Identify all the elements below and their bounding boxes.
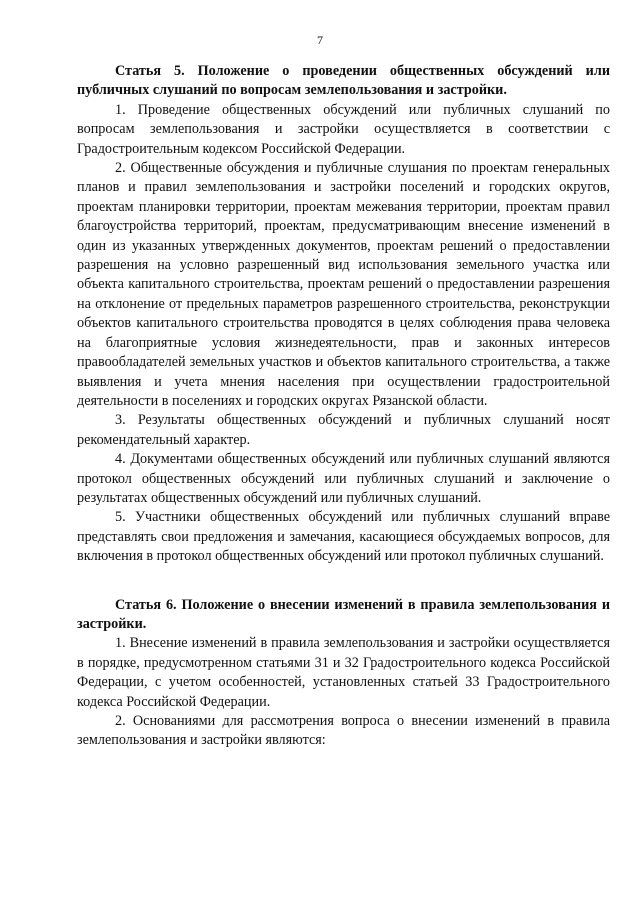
article-5-paragraph-5: 5. Участники общественных обсуждений или публичных слушаний вправе представлять свои предложения и замечания, касающиеся обсуждаемых вопросов, для включения в протокол общественных обсуждений или протокол публичных слушаний. — [77, 509, 610, 565]
article-5-title: Статья 5. Положение о проведении общественных обсуждений или публичных слушаний по вопросам землепользования и застройки. — [77, 63, 610, 99]
article-6-paragraph-2: 2. Основаниями для рассмотрения вопроса о внесении изменений в правила землепользования и застройки являются: — [77, 713, 610, 749]
section-gap — [77, 567, 610, 596]
page-number: 7 — [317, 33, 323, 47]
article-5-paragraph-1: 1. Проведение общественных обсуждений или публичных слушаний по вопросам землепользования и застройки осуществляется в соответствии с Градостроительным кодексом Российской Федерации. — [77, 101, 610, 157]
article-5 — [77, 62, 610, 567]
article-5-paragraph-4: 4. Документами общественных обсуждений или публичных слушаний являются протокол общественных обсуждений или публичных слушаний и заключение о результатах общественных обсуждений или публичных слушаний. — [77, 451, 610, 506]
article-6-title: Статья 6. Положение о внесении изменений в правила землепользования и застройки. — [77, 596, 610, 632]
document-body — [77, 62, 610, 751]
article-5-paragraph-3: 3. Результаты общественных обсуждений и публичных слушаний носят рекомендательный характер. — [77, 412, 610, 448]
article-6-paragraph-1: 1. Внесение изменений в правила землепользования и застройки осуществляется в порядке, предусмотренном статьями 31 и 32 Градостроительного кодекса Российской Федерации, с учетом особенностей, установленных статьей 33 Градостроительного кодекса Российской Федерации. — [77, 635, 610, 710]
article-5-paragraph-2: 2. Общественные обсуждения и публичные слушания по проектам генеральных планов и правил землепользования и застройки поселений и городских округов, проектам планировки территории, проектам межевания территории, проектам правил благоустройства территорий, проектам, предусматривающим внесение изменений в один из указанных утвержденных документов, проектам решений о предоставлении разрешения на условно разрешенный вид использования земельного участка или объекта капитального строительства, проектам решений о предоставлении разрешения на отклонение от предельных параметров разрешенного строительства, реконструкции объектов капитального строительства проводятся в целях соблюдения права человека на благоприятные условия жизнедеятельности, прав и законных интересов правообладателей земельных участков и объектов капитального строительства, а также выявления и учета мнения населения при осуществлении градостроительной деятельности в поселениях и городских округах Рязанской области. — [77, 160, 610, 409]
article-6 — [77, 596, 610, 751]
